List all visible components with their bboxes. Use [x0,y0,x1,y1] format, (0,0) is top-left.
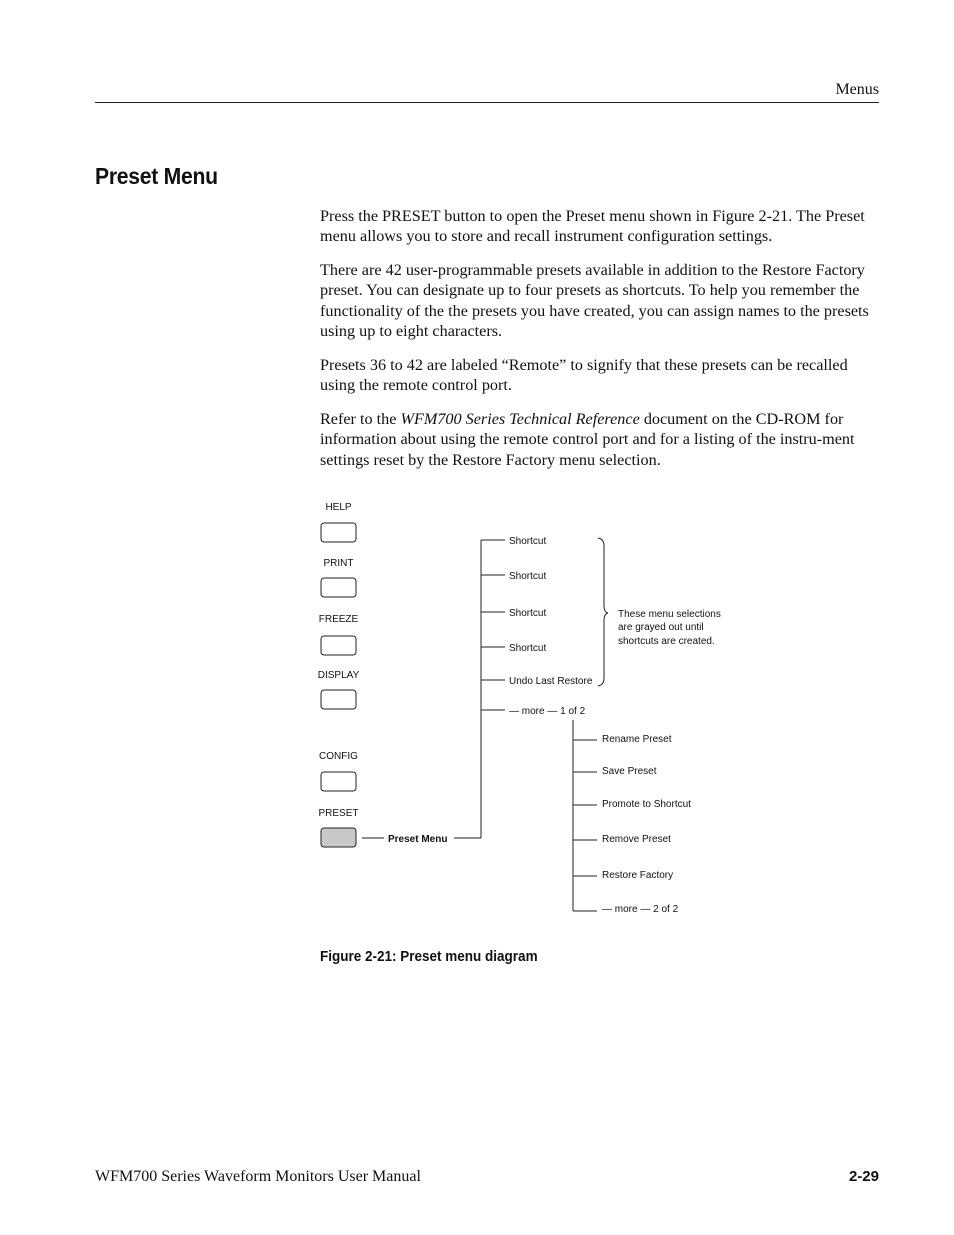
display-button[interactable] [321,690,356,709]
section-title: Preset Menu [95,163,218,189]
preset-button[interactable] [321,828,356,847]
header-rule [95,102,879,103]
preset-menu-diagram [300,490,760,930]
page1-items [481,536,593,717]
menu-item-promote-to-shortcut: Promote to Shortcut [602,799,691,810]
figure-caption: Figure 2-21: Preset menu diagram [320,948,538,965]
paragraph-reference [320,409,882,470]
preset-menu-label: Preset Menu [388,834,448,845]
button-label-display: DISPLAY [317,670,360,681]
reference-title: WFM700 Series Technical Reference [400,410,640,428]
paragraph-remote: Presets 36 to 42 are labeled “Remote” to signify that these presets can be recalled using the remote control port. [320,356,848,395]
menu-item-shortcut-4: Shortcut [509,643,547,654]
button-label-print: PRINT [323,558,354,569]
button-label-freeze: FREEZE [318,614,359,625]
page-number: 2-29 [848,1168,879,1185]
menu-item-save-preset: Save Preset [602,766,657,777]
button-label-preset: PRESET [318,808,359,819]
front-panel-buttons [318,502,360,847]
reference-text-after: document on the CD-ROM for information about using the remote control port and for a listing of the instru-ment settings reset by the Restore Factory menu selection. [320,410,855,469]
paragraph-presets: There are 42 user-programmable presets available in addition to the Restore Factory preset. You can designate up to four presets as shortcuts. To help you remember the functionality of the the presets you have created, you can assign names to the presets using up to eight characters. [320,261,869,340]
menu-item-restore-factory: Restore Factory [602,870,674,881]
note-line-2: are grayed out until [618,622,704,633]
running-header: Menus [835,81,879,98]
menu-item-undo-last-restore: Undo Last Restore [509,676,593,687]
button-label-help: HELP [325,502,352,513]
footer-title: WFM700 Series Waveform Monitors User Manual [95,1168,421,1185]
help-button[interactable] [321,523,356,542]
brace-icon [598,538,608,686]
button-label-config: CONFIG [319,751,358,762]
config-button[interactable] [321,772,356,791]
freeze-button[interactable] [321,636,356,655]
note-line-3: shortcuts are created. [618,636,715,647]
menu-item-rename-preset: Rename Preset [602,734,672,745]
reference-text-before: Refer to the [320,410,401,428]
menu-item-shortcut-3: Shortcut [509,608,547,619]
page2-items [573,734,691,915]
menu-item-shortcut-1: Shortcut [509,536,547,547]
menu-item-shortcut-2: Shortcut [509,571,547,582]
note-line-1: These menu selections [618,609,721,620]
menu-item-more-1-of-2: — more — 1 of 2 [509,706,586,717]
menu-item-remove-preset: Remove Preset [602,834,671,845]
menu-item-more-2-of-2: — more — 2 of 2 [602,904,679,915]
paragraph-intro: Press the PRESET button to open the Preset menu shown in Figure 2-21. The Preset menu allows you to store and recall instrument configuration settings. [320,207,865,246]
print-button[interactable] [321,578,356,597]
